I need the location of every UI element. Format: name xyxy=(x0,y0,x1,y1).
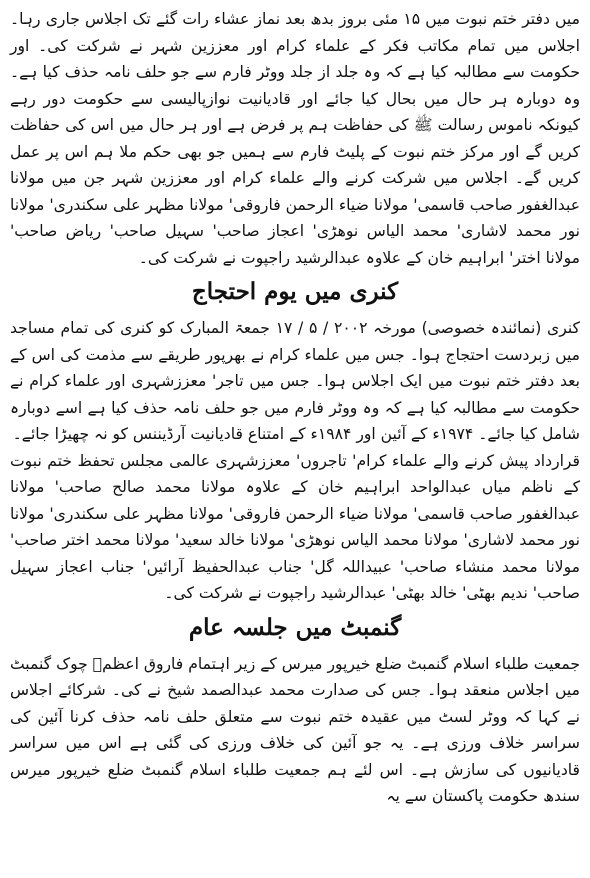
section-heading-gambat: گنمبٹ میں جلسہ عام xyxy=(188,613,402,641)
kunri-paragraph-2: قرارداد پیش کرنے والے علماء کرام' تاجروں' معززشہری عالمی مجلس تحفظ ختم نبوت کے ناظم میاں عبدالواحد ابراہیم خان کے علاوہ مولانا محمد صالح صاحب' مولانا عبدالغفور صاحب قاسمی' مولانا ضیاء الرحمن فاروقی' مولانا مظہر علی سکندری' مولانا نور محمد لاشاری' مولانا محمد الیاس نوھڑی' مولانا خالد سعید' مولانا محمد اختر صاحب' مولانا محمد منشاء صاحب' عبیداللہ گل' جناب عبدالحفیظ آرائیں' جناب اعجاز سہیل صاحب' ندیم بھٹی' خالد بھٹی' عبدالرشید راجپوت نے شرکت کی۔ xyxy=(10,451,580,602)
gambat-paragraph-1: جمعیت طلباء اسلام گنمبٹ ضلع خیرپور میرس کے زیر اہتمام فاروق اعظمؓ چوک گنمبٹ میں اجلاس منعقد ہوا۔ جس کی صدارت محمد عبدالصمد شیخ نے کی۔ شرکائے اجلاس نے کہا کہ ووٹر لسٹ میں عقیدہ ختم نبوت سے متعلق حلف نامہ حذف کرنا آئین کی سراسر خلاف ورزی ہے۔ یہ جو آئین کی خلاف ورزی کی گئی ہے اس میں سراسر قادیانیوں کی سازش ہے۔ اس لئے ہم جمعیت طلباء اسلام گنمبٹ ضلع خیرپور میرس سندھ حکومت پاکستان سے یہ xyxy=(10,654,580,805)
intro-paragraph: میں دفتر ختم نبوت میں ۱۵ مئی بروز بدھ بعد نماز عشاء رات گئے تک اجلاس جاری رہا۔ اجلاس میں تمام مکاتب فکر کے علماء کرام اور معززین شہر نے شرکت کی۔ اور حکومت سے مطالبہ کیا ہے کہ وہ جلد از جلد ووٹر فارم سے جو حلف نامہ حذف کیا ہے۔ وہ دوبارہ ہر حال میں بحال کیا جائے اور قادیانیت نوازپالیسی سے حکومت دور رہے کیونکہ ناموس رسالت ﷺ کی حفاظت ہم پر فرض ہے اور ہر حال میں اس کی حفاظت کریں گے اور مرکز ختم نبوت کے پلیٹ فارم سے ہمیں جو بھی حکم ملا ہم اس پر عمل کریں گے۔ اجلاس میں شرکت کرنے والے علماء کرام اور معززین شہر جن میں مولانا عبدالغفور صاحب قاسمی' مولانا ضیاء الرحمن فاروقی' مولانا مظہر علی سکندری' مولانا نور محمد لاشاری' محمد الیاس نوھڑی' اعجاز صاحب' سہیل صاحب' ریاض صاحب' مولانا اختر' ابراہیم خان کے علاوہ عبدالرشید راجپوت نے شرکت کی۔ xyxy=(10,10,580,267)
kunri-paragraph-1: کنری (نمائندہ خصوصی) مورخہ ۲۰۰۲ / ۵ / ۱۷ جمعۃ المبارک کو کنری کی تمام مساجد میں زبردست احتجاج ہوا۔ جس میں علماء کرام نے بھرپور طریقے سے مذمت کی اس کے بعد دفتر ختم نبوت میں ایک اجلاس ہوا۔ جس میں تاجر' معززشہری اور علماء کرام نے حکومت سے مطالبہ کیا ہے کہ وہ ووٹر فارم میں جو حلف نامہ حذف کیا ہے اسے دوبارہ شامل کیا جائے۔ ۱۹۷۴ء کے آئین اور ۱۹۸۴ء کے امتناع قادیانیت آرڈیننس کو نہ چھیڑا جائے۔ xyxy=(10,319,580,443)
section-heading-kunri: کنری میں یوم احتجاج xyxy=(191,278,399,305)
